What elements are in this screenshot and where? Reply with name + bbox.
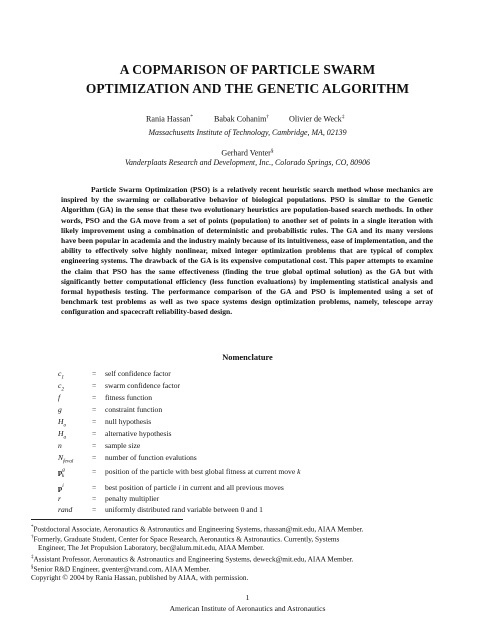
- affiliation-vanderplaats: Vanderplaats Research and Development, Inc., Colorado Springs, CO, 80906: [125, 158, 370, 167]
- symbol: n: [58, 441, 62, 450]
- symbol: $c_2$: [58, 381, 65, 393]
- nomenclature-item: [58, 405, 458, 416]
- affiliation-mit: Massachusetts Institute of Technology, Cambridge, MA, 02139: [148, 128, 347, 137]
- definition: self confidence factor: [105, 369, 171, 378]
- equals-sign: =: [92, 393, 97, 402]
- footnote: §Senior R&D Engineer, gventer@vrand.com, AIAA Member.: [31, 564, 211, 574]
- nomenclature-item: [58, 483, 458, 494]
- symbol: g: [58, 405, 62, 414]
- footnote-divider: [31, 519, 183, 520]
- equals-sign: =: [92, 453, 97, 462]
- footnote: *Postdoctoral Associate, Aeronautics & Astronautics and Engineering Systems, rhassan@mit.edu, AIAA Member.: [31, 524, 364, 534]
- author-name: Gerhard Venter: [221, 148, 271, 158]
- symbol: $N_{feval}$: [58, 453, 74, 465]
- symbol: f: [58, 393, 61, 402]
- symbol: rand: [58, 505, 73, 514]
- paper-title: [40, 60, 455, 98]
- equals-sign: =: [92, 369, 97, 378]
- equals-sign: =: [92, 494, 97, 503]
- author-hassan: [146, 114, 193, 124]
- author-mark: ‡: [341, 114, 345, 120]
- nomenclature-heading: Nomenclature: [222, 353, 273, 362]
- nomenclature-item: [58, 417, 458, 428]
- page-number: 1: [245, 593, 250, 602]
- symbol: $p^g_k$: [58, 467, 65, 480]
- nomenclature-item: [58, 381, 458, 392]
- definition: fitness function: [105, 393, 153, 402]
- symbol: r: [58, 494, 61, 503]
- symbol: $c_1$: [58, 369, 65, 381]
- definition: uniformly distributed rand variable between 0 and 1: [105, 505, 263, 514]
- definition: null hypothesis: [105, 417, 152, 426]
- copyright-notice: Copyright © 2004 by Rania Hassan, published by AIAA, with permission.: [31, 573, 249, 582]
- author-cohanim: [214, 114, 269, 124]
- equals-sign: =: [92, 381, 97, 390]
- abstract: Particle Swarm Optimization (PSO) is a relatively recent heuristic search method whose mechanics are inspired by the swarming or collaborative behavior of biological populations. PSO is similar to the Genetic Algorithm (GA) in the sense that these two evolutionary heuristics are population-based search methods. In other words, PSO and the GA move from a set of points (population) to another set of points in a single iteration with likely improvement using a combination of deterministic and probabilistic rules. The GA and its many versions have been popular in academia and the industry mainly because of its intuitiveness, ease of implementation, and the ability to effectively solve highly nonlinear, mixed integer optimization problems that are typical of complex engineering systems. The drawback of the GA is its expensive computational cost. This paper attempts to examine the claim that PSO has the same effectiveness (finding the true global optimal solution) as the GA but with significantly better computational efficiency (less function evaluations) by implementing statistical analysis and formal hypothesis testing. The performance comparison of the GA and PSO is implemented using a set of benchmark test problems as well as two space systems design optimization problems, namely, telescope array configuration and spacecraft reliability-based design.: [61, 185, 433, 317]
- author-deweck: [289, 114, 344, 124]
- definition: best position of particle i in current and all previous moves: [105, 483, 284, 492]
- equals-sign: =: [92, 441, 97, 450]
- definition: constraint function: [105, 405, 163, 414]
- equals-sign: =: [92, 467, 97, 476]
- nomenclature-item: [58, 453, 458, 464]
- equals-sign: =: [92, 483, 97, 492]
- author-venter: [0, 148, 495, 158]
- author-name: Rania Hassan: [146, 114, 191, 124]
- nomenclature-item: [58, 429, 458, 440]
- equals-sign: =: [92, 505, 97, 514]
- nomenclature-item: [58, 505, 458, 516]
- author-name: Olivier de Weck: [289, 114, 342, 124]
- author-mark: §: [270, 148, 274, 154]
- title-line-2: OPTIMIZATION AND THE GENETIC ALGORITHM: [85, 81, 410, 96]
- symbol: $H_a$: [58, 429, 67, 441]
- equals-sign: =: [92, 429, 97, 438]
- equals-sign: =: [92, 405, 97, 414]
- nomenclature-item: [58, 369, 458, 380]
- definition: swarm confidence factor: [105, 381, 181, 390]
- author-name: Babak Cohanim: [214, 114, 267, 124]
- symbol: $H_o$: [58, 417, 67, 429]
- nomenclature-item: [58, 441, 458, 452]
- author-mark: *: [190, 114, 194, 120]
- footnote-continuation: Engineer, The Jet Propulsion Laboratory, bec@alum.mit.edu, AIAA Member.: [38, 543, 265, 552]
- equals-sign: =: [92, 417, 97, 426]
- page-footer: American Institute of Aeronautics and Astronautics: [169, 604, 326, 613]
- definition: position of the particle with best global fitness at current move k: [105, 467, 301, 476]
- definition: number of function evalutions: [105, 453, 197, 462]
- author-mark: †: [266, 114, 270, 120]
- nomenclature-item: [58, 393, 458, 404]
- symbol: $p^i$: [58, 483, 64, 493]
- definition: penalty multiplier: [105, 494, 160, 503]
- nomenclature-item: [58, 494, 458, 505]
- nomenclature-item: [58, 467, 458, 478]
- footnote: †Formerly, Graduate Student, Center for Space Research, Aeronautics & Astronautics. Currently, Systems: [31, 534, 340, 544]
- footnote: ‡Assistant Professor, Aeronautics & Astronautics and Engineering Systems, deweck@mit.edu, AIAA Member.: [31, 554, 354, 564]
- definition: sample size: [105, 441, 141, 450]
- definition: alternative hypothesis: [105, 429, 172, 438]
- title-line-1: A COPMARISON OF PARTICLE SWARM: [119, 62, 376, 77]
